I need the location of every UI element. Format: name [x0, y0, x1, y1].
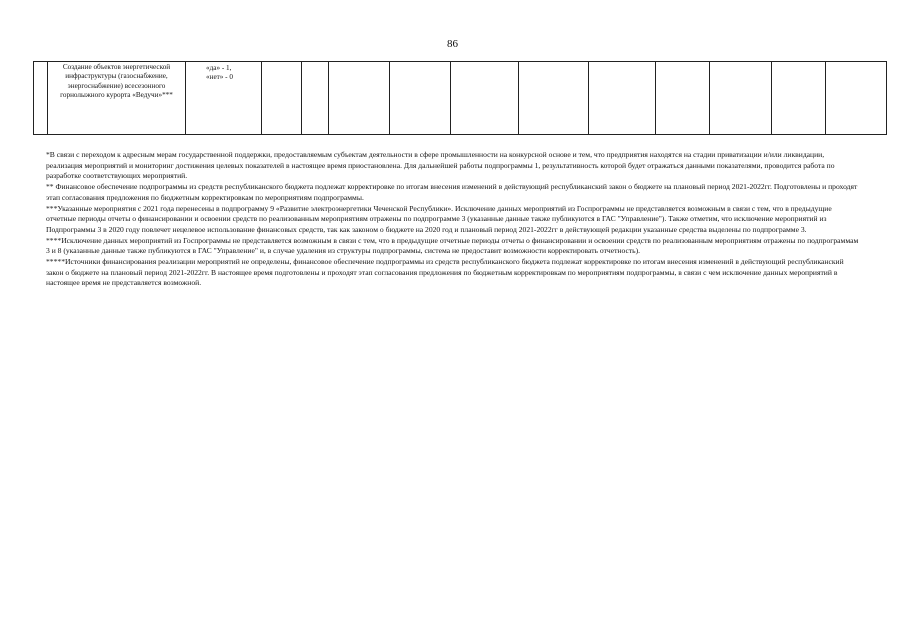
value-cell	[262, 62, 302, 135]
value-cell	[772, 62, 826, 135]
value-cell	[589, 62, 656, 135]
row-number-cell	[34, 62, 48, 135]
table-row	[34, 62, 887, 135]
value-cell	[390, 62, 451, 135]
unit-no: «нет» - 0	[206, 73, 233, 82]
footnote-2: ** Финансовое обеспечение подпрограммы из средств республиканского бюджета подлежат корректировке по итогам внесения изменений в действующий республиканский закон о бюджете на плановый период 2021-2022гг. Подготовлены и проходят этап согласования предложения по бюджетным корректировкам по мероприятиям подпрограммы.	[46, 182, 858, 202]
value-cell	[302, 62, 329, 135]
indicator-table	[33, 61, 887, 135]
value-cell	[710, 62, 772, 135]
value-cell	[451, 62, 519, 135]
value-cell	[329, 62, 390, 135]
footnote-3: ***Указанные мероприятия с 2021 года перенесены в подпрограмму 9 «Развитие электроэнергетики Чеченской Республики». Исключение данных мероприятий из Госпрограммы не представляется возможным в связи с тем, что в предыдущие отчетные периоды отчеты о финансировании и освоении средств по реализованным мероприятиям отражены по подпрограмме 3 (указанные данные также публикуются в ГАС "Управление"). Также отметим, что исключение мероприятий из Подпрограммы 3 в 2020 году повлечет нецелевое использование финансовых средств, так как законом о бюджете на 2020 год и плановый период 2021-2022гг в действующей редакции указанные средства выделены по подпрограмме 3.	[46, 203, 832, 234]
unit-yes: «да» - 1,	[206, 64, 232, 72]
footnote-5: *****Источники финансирования реализации мероприятий не определены, финансовое обеспечение подпрограммы из средств республиканского бюджета подлежат корректировке по итогам внесения изменений в действующий республиканский закон о бюджете на плановый период 2021-2022гг. В настоящее время подготовлены и проходят этап согласования предложения по бюджетным корректировкам по мероприятиям подпрограммы, в связи с чем исключение данных мероприятий в настоящее время не представляется возможной.	[46, 257, 844, 288]
footnotes	[46, 150, 861, 289]
page-number: 86	[447, 38, 458, 50]
value-cell	[519, 62, 589, 135]
measure-name-cell: Создание объектов энергетической инфраструктуры (газоснабжение, энергоснабжение) всесезонного горнолыжного курорта «Ведучи»***	[48, 62, 186, 135]
value-cell	[826, 62, 887, 135]
unit-cell	[186, 62, 262, 135]
footnote-1: *В связи с переходом к адресным мерам государственной поддержки, предоставляемым субъектам деятельности в сфере промышленности на конкурсной основе и тем, что предприятия находятся на стадии приватизации и/или ликвидации, реализация мероприятий и мониторинг достижения целевых показателей в настоящее время приостановлена. Для дальнейшей работы подпрограммы 1, результативность которой будет отражаться данными показателями, проводится работа по разработке соответствующих мероприятий.	[46, 150, 835, 181]
footnote-4: ****Исключение данных мероприятий из Госпрограммы не представляется возможным в связи с тем, что в предыдущие отчетные периоды отчеты о финансировании и освоении средств по реализованным мероприятиям отражены по подпрограммам 3 и 8 (указанные данные также публикуются в ГАС "Управление" и, в случае удаления из структуры подпрограммы, система не предоставит возможности корректировать отчетность).	[46, 235, 859, 256]
value-cell	[656, 62, 710, 135]
